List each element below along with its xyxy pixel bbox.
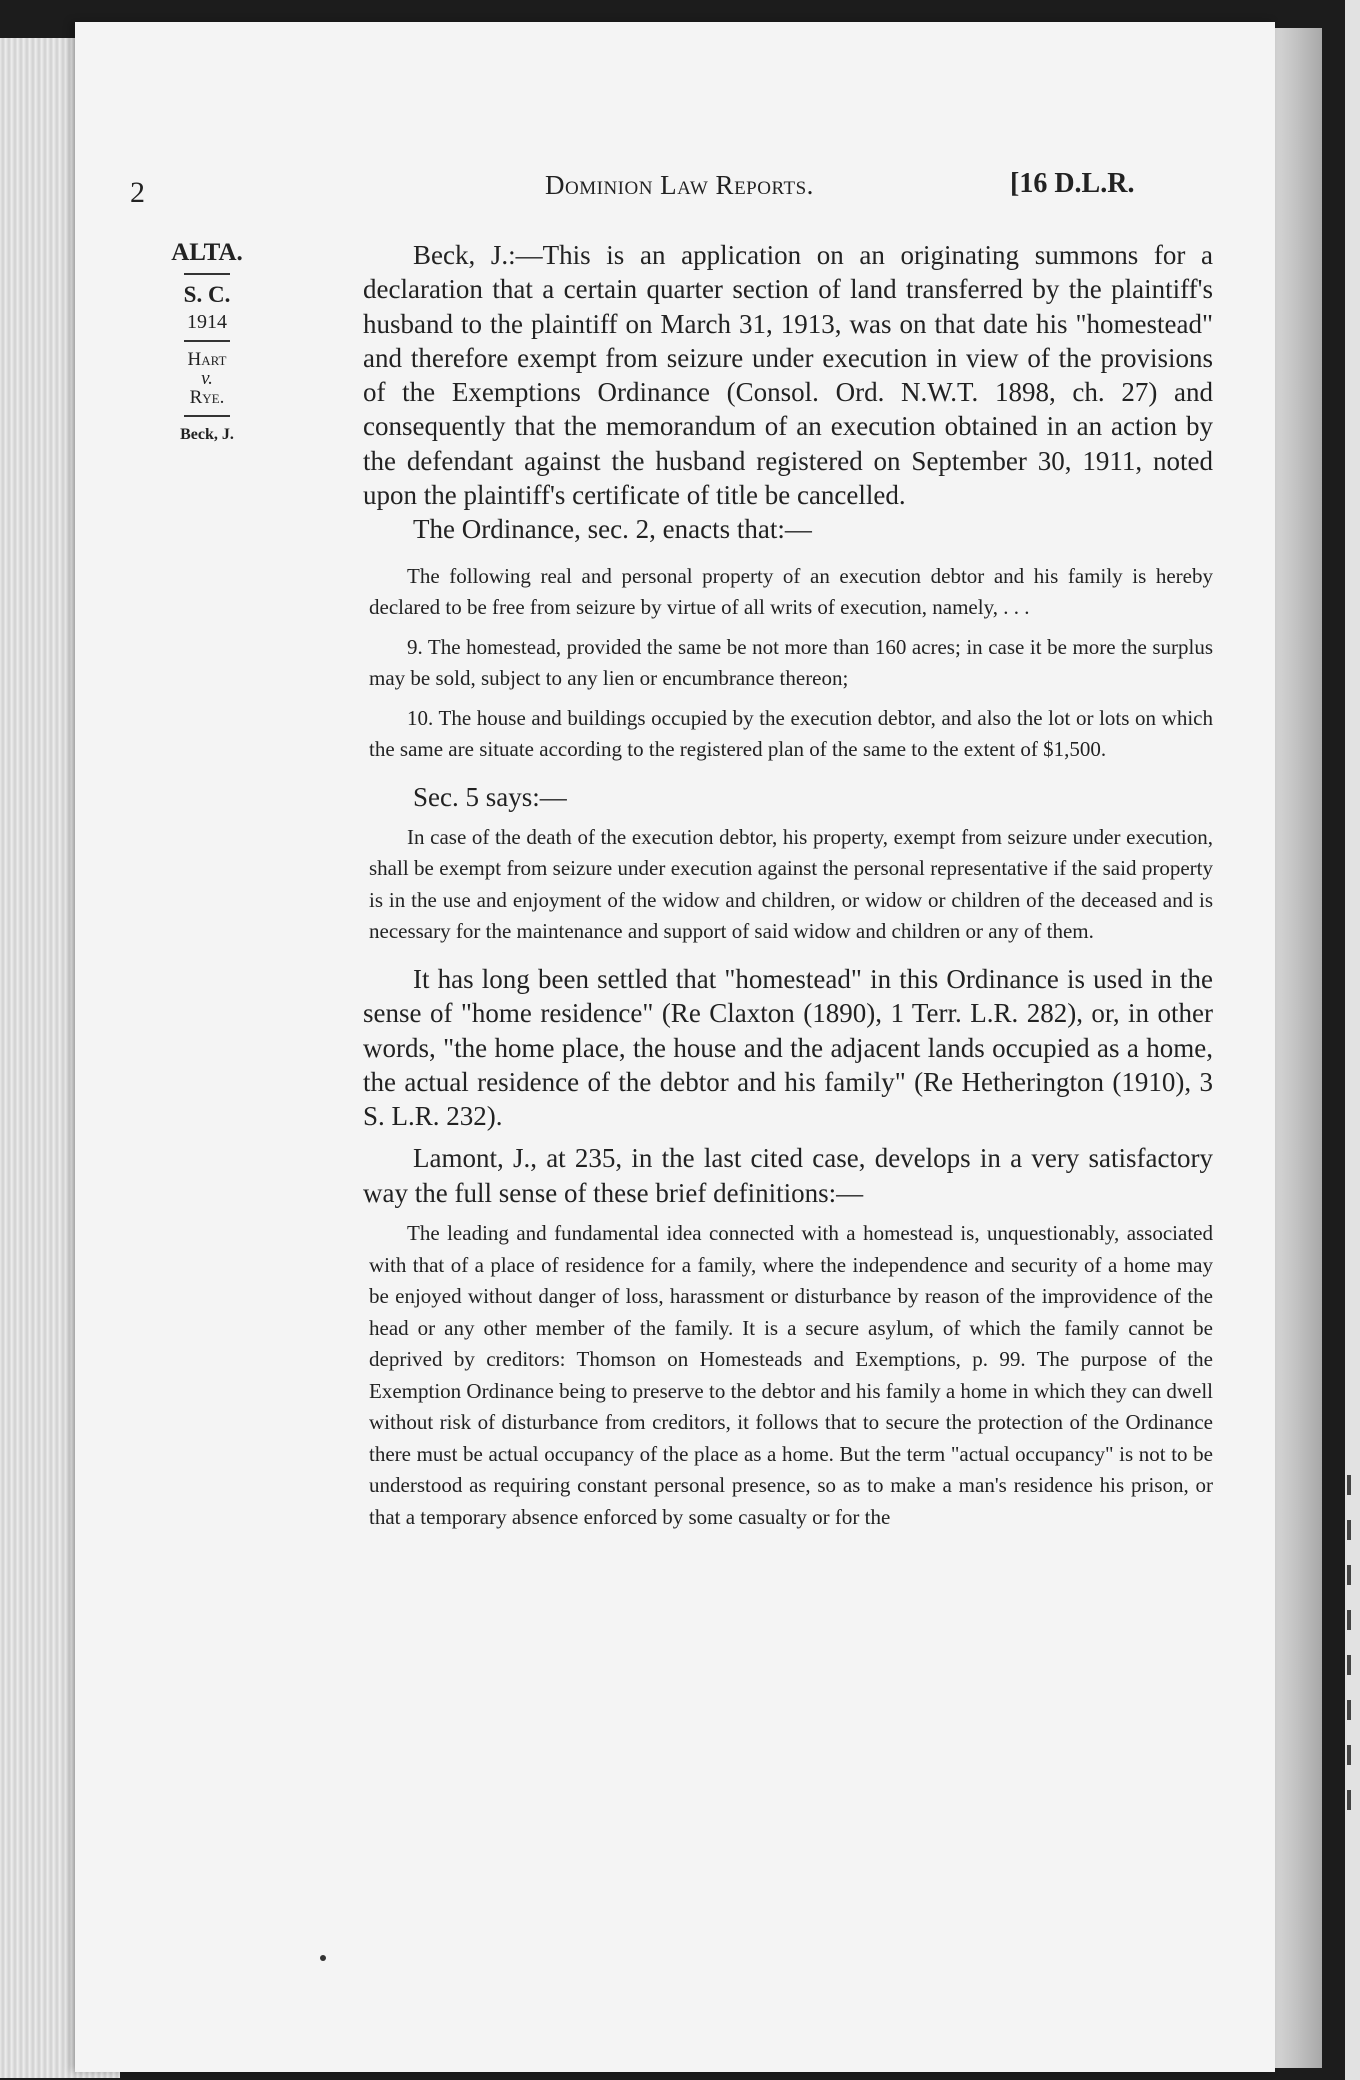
paragraph-section-2: The Ordinance, sec. 2, enacts that:—	[413, 514, 812, 545]
divider	[184, 340, 230, 342]
paragraph-section-5: Sec. 5 says:—	[413, 781, 567, 812]
ink-speck	[320, 1955, 326, 1961]
versus-label: v.	[201, 368, 213, 389]
case-sidenote	[162, 240, 252, 443]
paragraph-lamont: Lamont, J., at 235, in the last cited case, develops in a very satisfactory way the full sense of these brief definitions:—	[363, 1143, 1213, 1208]
divider	[184, 273, 230, 275]
page-edge-stack-right	[1272, 28, 1322, 2068]
judge-label: Beck, J.	[180, 426, 234, 443]
facing-page-fragment	[1345, 0, 1360, 2080]
party-plaintiff: Hart	[187, 349, 227, 370]
quote-section-5: In case of the death of the execution debtor, his property, exempt from seizure under execution, shall be exempt from seizure under execution against the personal representative if the said property is in the use and enjoyment of the widow and children, or widow or children of the deceased and is necessary for the maintenance and support of said widow and children or any of them.	[369, 824, 1213, 944]
volume-reference: [16 D.L.R.	[1010, 168, 1135, 199]
paragraph-homestead-meaning: It has long been settled that "homestead" in this Ordinance is used in the sense of "home residence" (Re Claxton (1890), 1 Terr. L.R. 282), or, in other words, "the home place, the house and the adjacent lands occupied as a home, the actual residence of the debtor and his family" (Re Hetherington (1910), 3 S. L.R. 232).	[363, 963, 1213, 1132]
running-title: Dominion Law Reports.	[545, 170, 814, 200]
province-label: ALTA.	[171, 239, 243, 266]
paragraph-opening: Beck, J.:—This is an application on an originating summons for a declaration that a certain quarter section of land transferred by the plaintiff's husband to the plaintiff on March 31, 1913, was on that date his "homestead" and therefore exempt from seizure under execution in view of the provisions of the Exemptions Ordinance (Consol. Ord. N.W.T. 1898, ch. 27) and consequently that the memorandum of an execution obtained in an action by the defendant against the husband registered on September 30, 1911, noted upon the plaintiff's certificate of title be cancelled.	[363, 240, 1213, 511]
court-label: S. C.	[183, 282, 231, 307]
quote-lamont: The leading and fundamental idea connected with a homestead is, unquestionably, associated with that of a place of residence for a family, where the independence and security of a home may be enjoyed without danger of loss, harassment or disturbance by reason of the improvidence of the head or any other member of the family. It is a secure asylum, of which the family cannot be deprived by creditors: Thomson on Homesteads and Exemptions, p. 99. The purpose of the Exemption Ordinance being to preserve to the debtor and his family a home in which they can dwell without risk of disturbance from creditors, it follows that to secure the protection of the Ordinance there must be actual occupancy of the place as a home. But the term "actual occupancy" is not to be understood as requiring constant personal presence, so as to make a man's residence his prison, or that a temporary absence enforced by some casualty or for the	[369, 1221, 1213, 1529]
quote-clause-10: 10. The house and buildings occupied by the execution debtor, and also the lot or lots on which the same are situate according to the registered plan of the same to the extent of $1,500.	[369, 705, 1213, 762]
divider	[184, 415, 230, 417]
page-number: 2	[130, 176, 145, 209]
judgment-text	[363, 238, 1213, 1533]
quote-clause-9: 9. The homestead, provided the same be not more than 160 acres; in case it be more the surplus may be sold, subject to any lien or encumbrance thereon;	[369, 634, 1213, 691]
year-label: 1914	[187, 311, 227, 333]
party-defendant: Rye.	[189, 387, 225, 408]
quote-section-2-intro: The following real and personal property of an execution debtor and his family is hereby declared to be free from seizure by virtue of all writs of execution, namely, . . .	[369, 563, 1213, 620]
